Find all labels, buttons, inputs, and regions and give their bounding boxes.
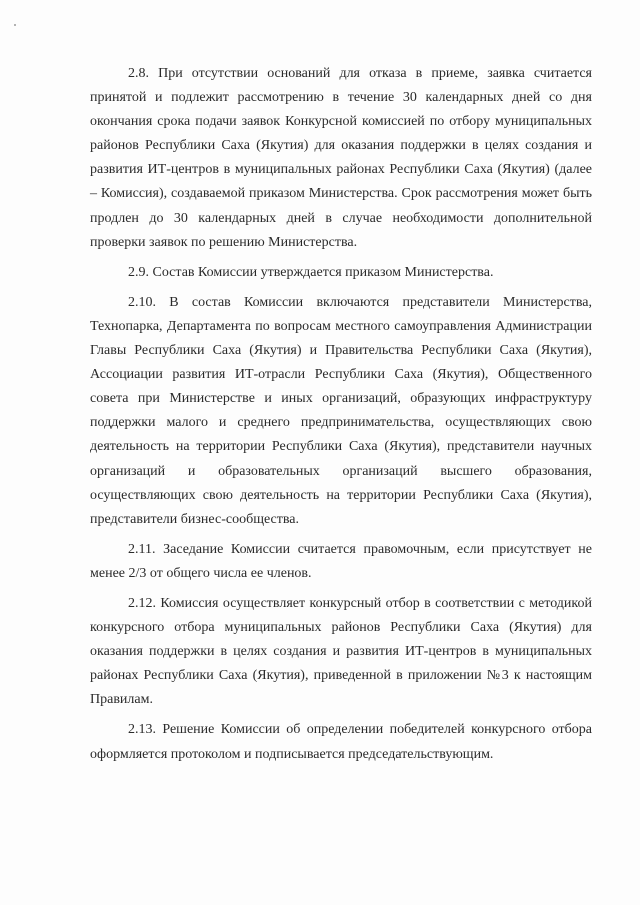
paragraph-2-8: 2.8. При отсутствии оснований для отказа в приеме, заявка считается принятой и подлежит рассмотрению в течение 30 календарных дней со дня окончания срока подачи заявок Конкурсной комиссией по отбору муниципальных районов Республики Саха (Якутия) для оказания поддержки в целях создания и развития ИТ-центров в муниципальных районах Республики Саха (Якутия) (далее – Комиссия), создаваемой приказом Министерства. Срок рассмотрения может быть продлен до 30 календарных дней в случае необходимости дополнительной проверки заявок по решению Министерства. [90, 66, 592, 250]
document-body [90, 62, 592, 767]
scan-speck [14, 24, 16, 26]
paragraph-2-11: 2.11. Заседание Комиссии считается правомочным, если присутствует не менее 2/3 от общего числа ее членов. [90, 541, 592, 581]
paragraph-2-10: 2.10. В состав Комиссии включаются представители Министерства, Технопарка, Департамента по вопросам местного самоуправления Администрации Главы Республики Саха (Якутия) и Правительства Республики Саха (Якутия), Ассоциации развития ИТ-отрасли Республики Саха (Якутия), Общественного совета при Министерстве и иных организаций, образующих инфраструктуру поддержки малого и среднего предпринимательства, осуществляющих свою деятельность на территории Республики Саха (Якутия), представители научных организаций и образовательных организаций высшего образования, осуществляющих свою деятельность на территории Республики Саха (Якутия), представители бизнес-сообщества. [90, 294, 592, 527]
paragraph-2-13: 2.13. Решение Комиссии об определении победителей конкурсного отбора оформляется протоколом и подписывается председательствующим. [90, 722, 592, 762]
paragraph-2-12: 2.12. Комиссия осуществляет конкурсный отбор в соответствии с методикой конкурсного отбора муниципальных районов Республики Саха (Якутия) для оказания поддержки в целях создания и развития ИТ-центров в муниципальных районах Республики Саха (Якутия), приведенной в приложении №3 к настоящим Правилам. [90, 595, 592, 708]
paragraph-2-9: 2.9. Состав Комиссии утверждается приказом Министерства. [128, 264, 494, 280]
